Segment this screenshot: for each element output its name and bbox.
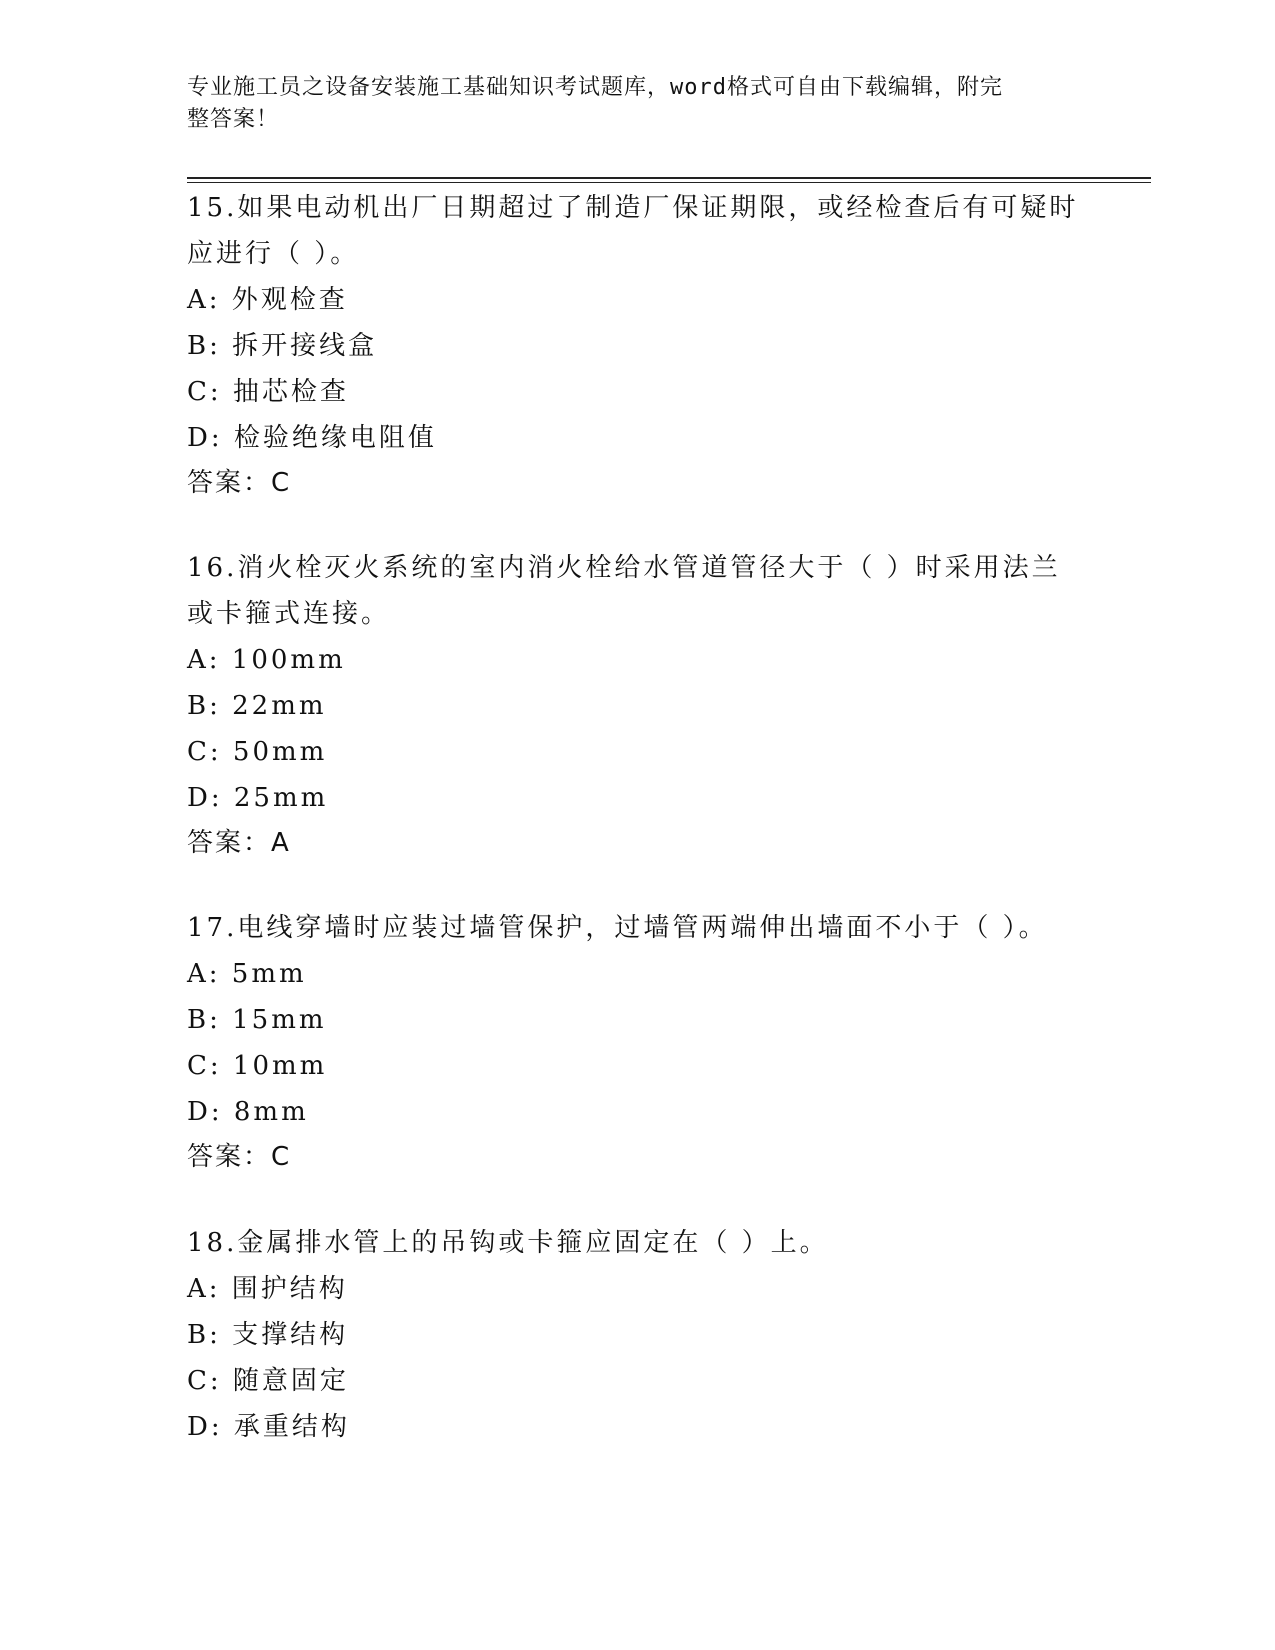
question-stem-continued: 或卡箍式连接。	[187, 599, 391, 629]
question-stem: 15.如果电动机出厂日期超过了制造厂保证期限，或经检查后有可疑时	[187, 193, 1079, 223]
answer: 答案：C	[187, 468, 292, 498]
question-17	[187, 905, 1087, 1179]
option-a: A: 100mm	[187, 645, 346, 675]
option-a: A: 围护结构	[187, 1274, 348, 1304]
option-d: D: 检验绝缘电阻值	[187, 423, 437, 453]
question-stem: 16.消火栓灭火系统的室内消火栓给水管道管径大于（ ）时采用法兰	[187, 553, 1061, 583]
question-18	[187, 1220, 1087, 1450]
question-stem: 17.电线穿墙时应装过墙管保护，过墙管两端伸出墙面不小于（ ）。	[187, 913, 1048, 943]
question-stem-continued: 应进行（ ）。	[187, 239, 360, 269]
question-stem: 18.金属排水管上的吊钩或卡箍应固定在（ ）上。	[187, 1228, 829, 1258]
option-c: C: 50mm	[187, 737, 328, 767]
option-b: B: 22mm	[187, 691, 327, 721]
option-d: D: 承重结构	[187, 1412, 350, 1442]
option-c: C: 抽芯检查	[187, 377, 349, 407]
header-divider-bottom	[187, 182, 1151, 183]
option-c: C: 10mm	[187, 1051, 328, 1081]
option-b: B: 拆开接线盒	[187, 331, 378, 361]
answer: 答案：C	[187, 1142, 292, 1172]
question-15	[187, 185, 1087, 505]
answer: 答案：A	[187, 828, 291, 858]
question-16	[187, 545, 1087, 865]
option-d: D: 25mm	[187, 783, 329, 813]
header-divider-top	[187, 177, 1151, 179]
option-a: A: 5mm	[187, 959, 307, 989]
header-line-2: 整答案！	[187, 107, 280, 132]
header-line-1: 专业施工员之设备安装施工基础知识考试题库，word格式可自由下载编辑，附完	[187, 75, 1003, 100]
option-b: B: 支撑结构	[187, 1320, 349, 1350]
option-b: B: 15mm	[187, 1005, 327, 1035]
option-a: A: 外观检查	[187, 285, 348, 315]
header-note	[187, 72, 1077, 136]
option-d: D: 8mm	[187, 1097, 309, 1127]
option-c: C: 随意固定	[187, 1366, 349, 1396]
